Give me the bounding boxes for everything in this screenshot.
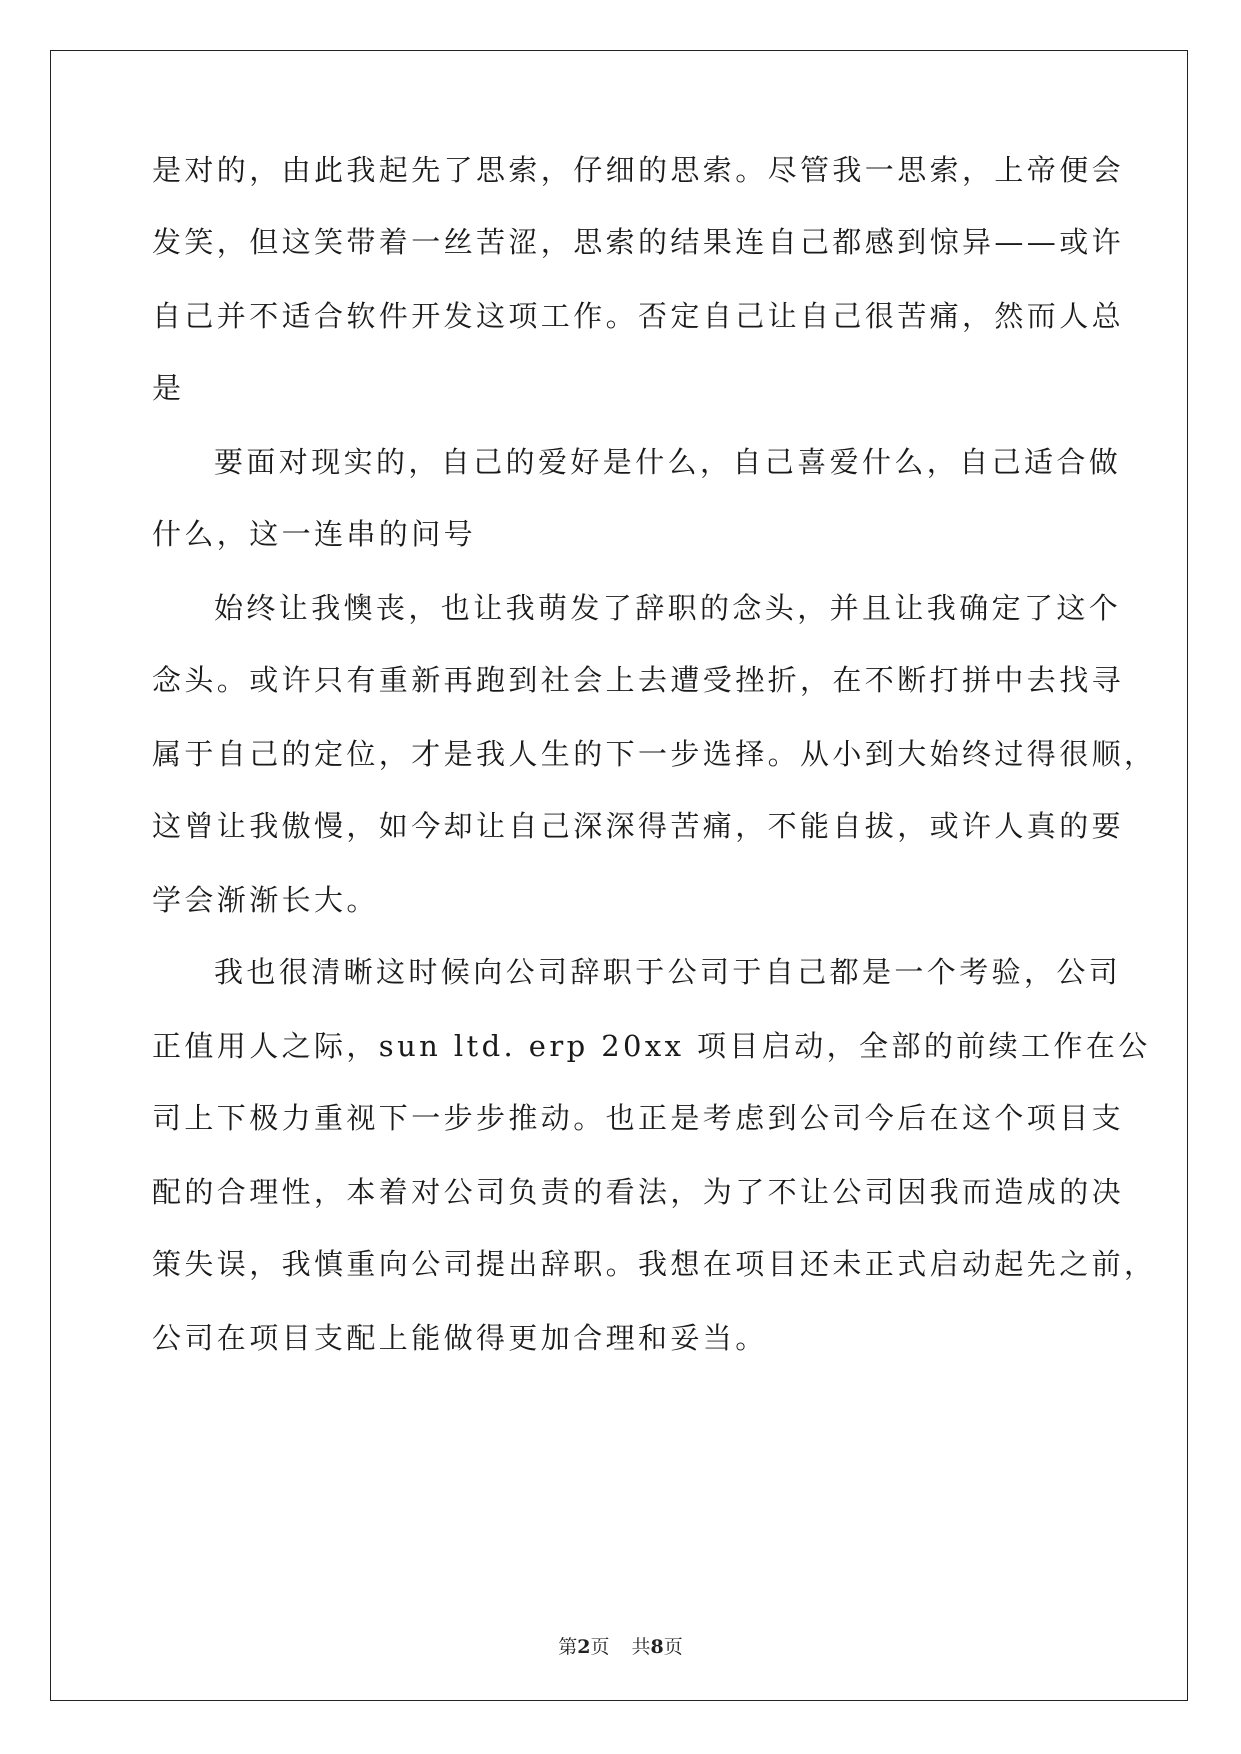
text-line: 公司在项目支配上能做得更加合理和妥当。 [152,1321,768,1355]
text-line: 正值用人之际，sun ltd. erp 20xx 项目启动，全部的前续工作在公 [152,1029,1151,1063]
text-line: 始终让我懊丧，也让我萌发了辞职的念头，并且让我确定了这个 [214,591,1122,625]
text-line: 自己并不适合软件开发这项工作。否定自己让自己很苦痛，然而人总 [152,299,1125,333]
text-line: 司上下极力重视下一步步推动。也正是考虑到公司今后在这个项目支 [152,1101,1125,1135]
text-line: 这曾让我傲慢，如今却让自己深深得苦痛，不能自拔，或许人真的要 [152,809,1125,843]
footer-prefix: 第 [558,1636,578,1658]
text-line: 策失误，我慎重向公司提出辞职。我想在项目还未正式启动起先之前， [152,1247,1157,1281]
text-line: 什么，这一连串的问号 [152,517,477,551]
page-footer [0,1632,1241,1659]
text-line: 是 [152,371,185,405]
current-page-number: 2 [577,1636,591,1658]
text-line: 配的合理性，本着对公司负责的看法，为了不让公司因我而造成的决 [152,1175,1125,1209]
total-pages-number: 8 [650,1636,664,1658]
footer-total-suffix: 页 [663,1636,683,1658]
text-line: 属于自己的定位，才是我人生的下一步选择。从小到大始终过得很顺， [152,737,1157,771]
text-line: 我也很清晰这时候向公司辞职于公司于自己都是一个考验，公司 [214,955,1122,989]
text-line: 学会渐渐长大。 [152,883,379,917]
text-line: 是对的，由此我起先了思索，仔细的思索。尽管我一思索，上帝便会 [152,153,1125,187]
footer-page-suffix: 页 [590,1636,610,1658]
text-line: 要面对现实的，自己的爱好是什么，自己喜爱什么，自己适合做 [214,445,1122,479]
footer-total-prefix: 共 [631,1636,651,1658]
text-line: 念头。或许只有重新再跑到社会上去遭受挫折，在不断打拼中去找寻 [152,663,1125,697]
text-line: 发笑，但这笑带着一丝苦涩，思索的结果连自己都感到惊异——或许 [152,225,1125,259]
